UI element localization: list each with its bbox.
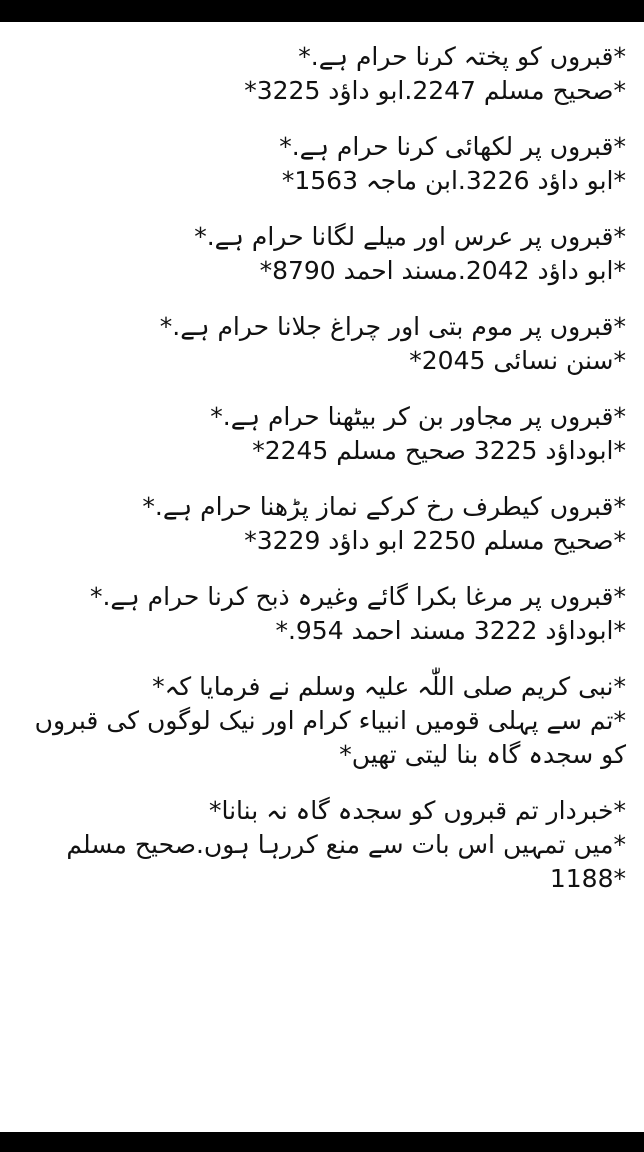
text-block [0,580,626,648]
document-text [0,40,644,918]
text-line: *خبردار تم قبروں کو سجدہ گاہ نہ بنانا* [208,796,626,825]
text-line: *نبی کریم صلی اللّٰہ علیہ وسلم نے فرمایا کہ* [152,672,626,701]
text-block [0,40,626,108]
text-line: *میں تمہیں اس بات سے منع کررہا ہوں.صحیح مسلم [66,830,626,859]
reference-line: *صحیح مسلم 2247.ابو داؤد 3225* [244,76,626,105]
text-block [0,490,626,558]
reference-line: *صحیح مسلم 2250 ابو داؤد 3229* [244,526,626,555]
text-line: *قبروں پر مجاور بن کر بیٹھنا حرام ہے.* [210,402,626,431]
reference-line: *ابوداؤد 3222 مسند احمد 954.* [275,616,626,645]
text-line: *قبروں پر مرغا بکرا گائے وغیرہ ذبح کرنا حرام ہے.* [89,582,626,611]
reference-line: *ابوداؤد 3225 صحیح مسلم 2245* [252,436,626,465]
text-block [0,400,626,468]
text-line: *تم سے پہلی قومیں انبیاء کرام اور نیک لوگوں کی قبروں [34,706,626,735]
reference-line: *ابو داؤد 3226.ابن ماجہ 1563* [281,166,626,195]
reference-line: *ابو داؤد 2042.مسند احمد 8790* [259,256,626,285]
text-block [0,794,626,896]
text-block [0,310,626,378]
reference-line: 1188* [549,864,626,893]
text-block [0,220,626,288]
reference-line: *سنن نسائی 2045* [409,346,626,375]
text-line: *قبروں کیطرف رخ کرکے نماز پڑھنا حرام ہے.* [142,492,626,521]
text-line: *قبروں کو پختہ کرنا حرام ہے.* [298,42,626,71]
document-page [0,22,644,1132]
text-block [0,670,626,772]
text-line: *قبروں پر عرس اور میلے لگانا حرام ہے.* [194,222,626,251]
text-line: *قبروں پر موم بتی اور چراغ جلانا حرام ہے.* [159,312,626,341]
text-line: *قبروں پر لکھائی کرنا حرام ہے.* [279,132,626,161]
text-line: کو سجدہ گاہ بنا لیتی تھیں* [339,740,626,769]
text-block [0,130,626,198]
